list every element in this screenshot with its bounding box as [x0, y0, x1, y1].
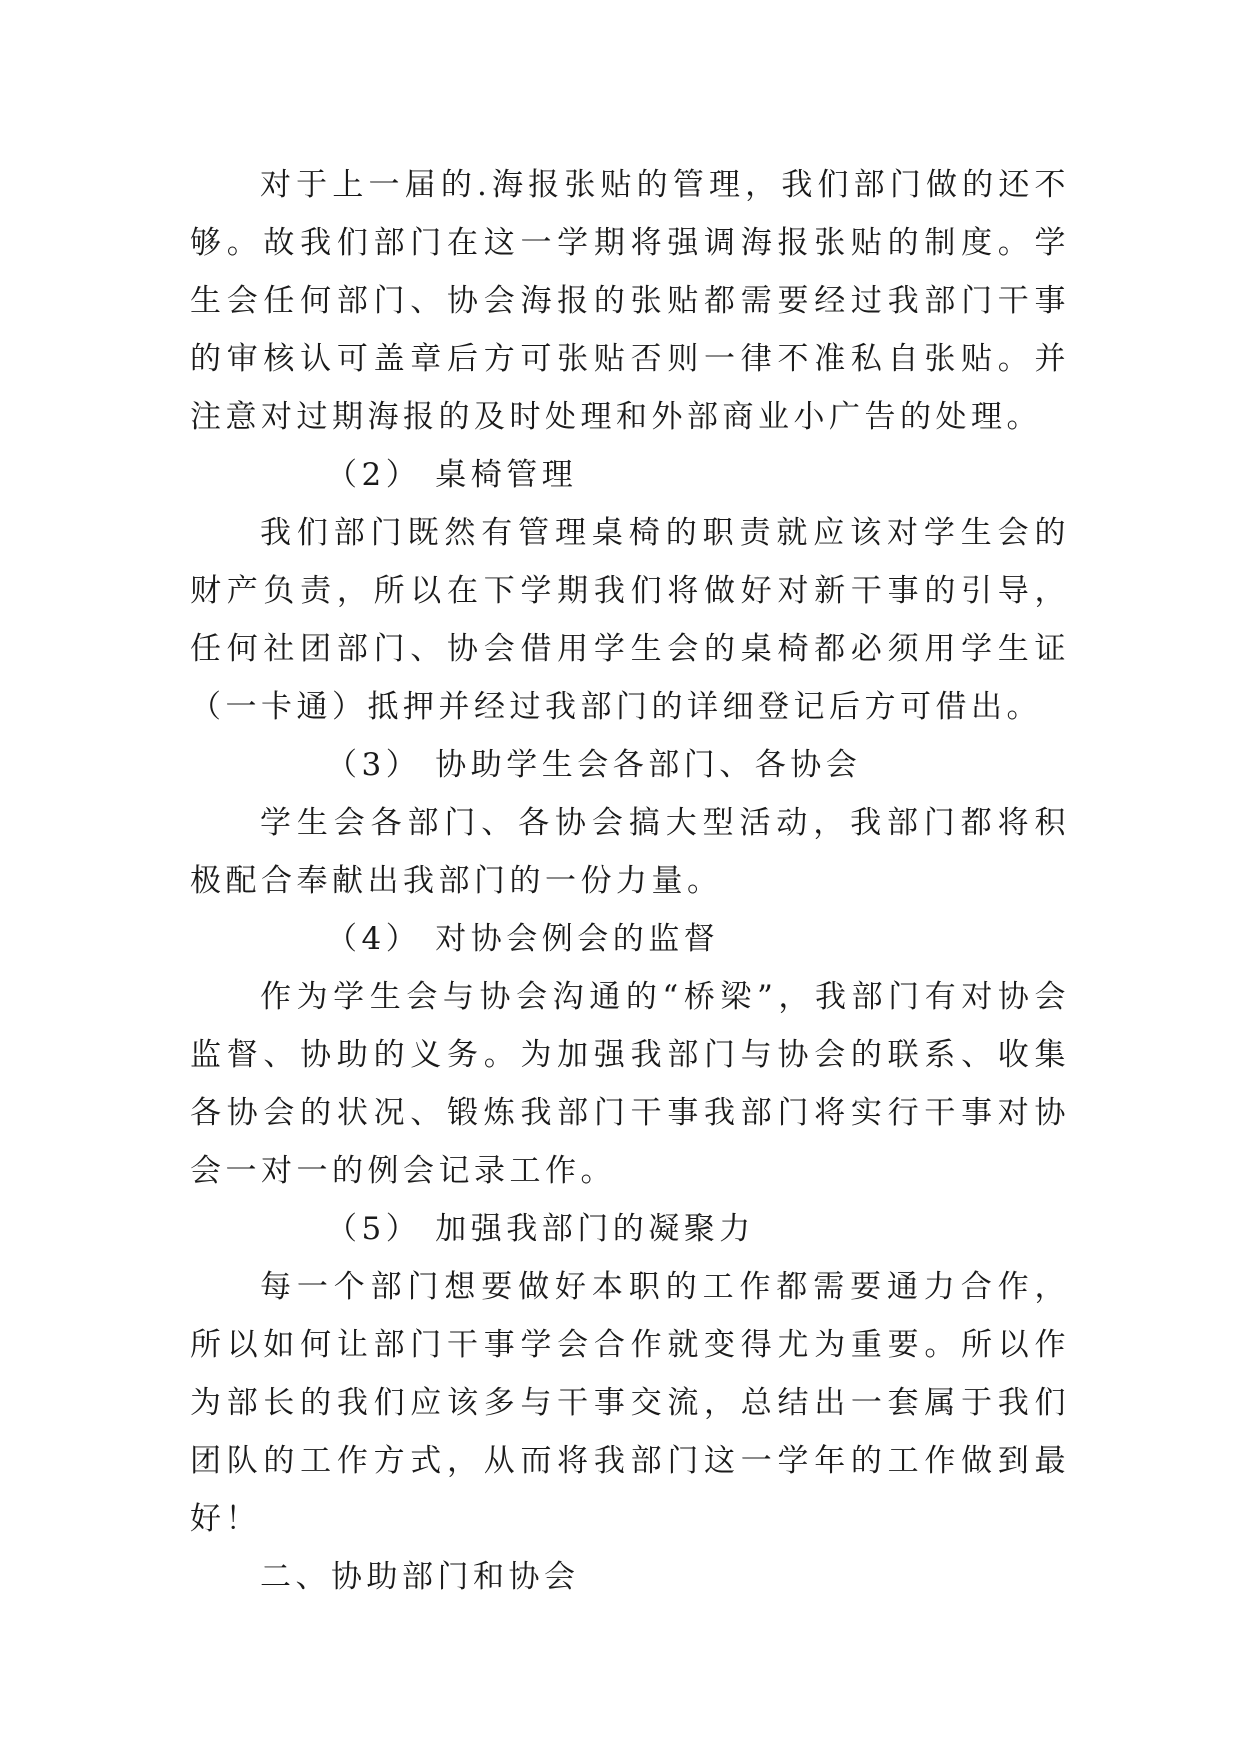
section-number: （2） — [326, 457, 422, 493]
paragraph-assist-departments: 学生会各部门、各协会搞大型活动，我部门都将积极配合奉献出我部门的一份力量。 — [190, 805, 1070, 899]
section-title: 桌椅管理 — [435, 457, 578, 493]
document-body — [190, 156, 1070, 1606]
section-number: （5） — [326, 1211, 422, 1247]
section-title: 加强我部门的凝聚力 — [435, 1211, 755, 1247]
paragraph-cohesion: 每一个部门想要做好本职的工作都需要通力合作，所以如何让部门干事学会合作就变得尤为重要。所以作为部长的我们应该多与干事交流，总结出一套属于我们团队的工作方式，从而将我部门这一学年的工作做到最好！ — [190, 1269, 1070, 1537]
section-number: （4） — [326, 921, 422, 957]
paragraph-meeting-supervision: 作为学生会与协会沟通的“桥梁”，我部门有对协会监督、协助的义务。为加强我部门与协会的联系、收集各协会的状况、锻炼我部门干事我部门将实行干事对协会一对一的例会记录工作。 — [190, 979, 1070, 1189]
section-heading-cohesion — [190, 1200, 1070, 1258]
section-number: （3） — [326, 747, 422, 783]
section-heading-desk-chair — [190, 446, 1070, 504]
section-heading-meeting-supervision — [190, 910, 1070, 968]
section-heading-assist-associations: 二、协助部门和协会 — [260, 1559, 580, 1595]
section-title: 协助学生会各部门、各协会 — [435, 747, 862, 783]
paragraph-desk-chair: 我们部门既然有管理桌椅的职责就应该对学生会的财产负责，所以在下学期我们将做好对新干事的引导，任何社团部门、协会借用学生会的桌椅都必须用学生证（一卡通）抵押并经过我部门的详细登记后方可借出。 — [190, 515, 1070, 725]
section-title: 对协会例会的监督 — [435, 921, 720, 957]
section-heading-assist-departments — [190, 736, 1070, 794]
paragraph-poster-management: 对于上一届的.海报张贴的管理，我们部门做的还不够。故我们部门在这一学期将强调海报张贴的制度。学生会任何部门、协会海报的张贴都需要经过我部门干事的审核认可盖章后方可张贴否则一律不准私自张贴。并注意对过期海报的及时处理和外部商业小广告的处理。 — [190, 167, 1070, 435]
